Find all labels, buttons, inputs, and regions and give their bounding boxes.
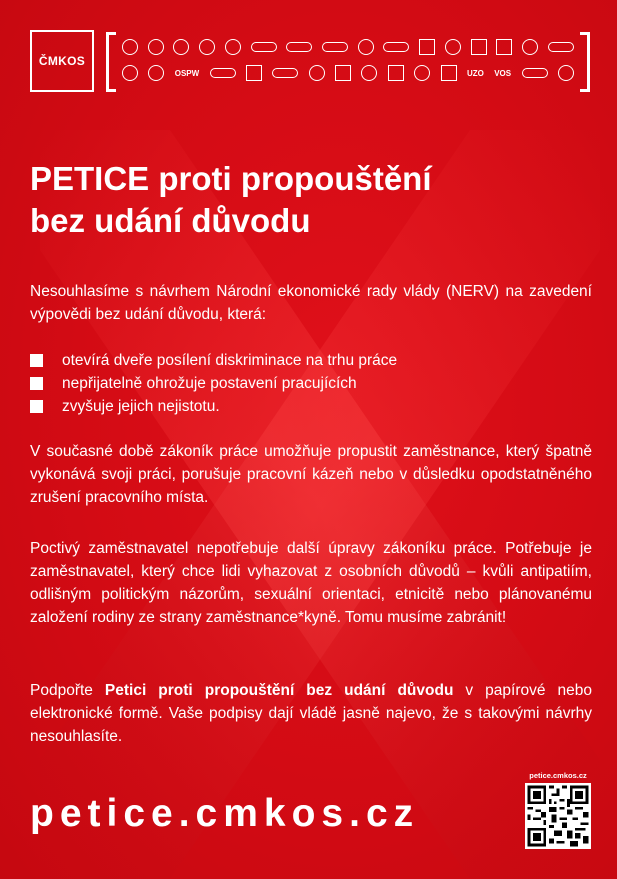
- left-bracket: [106, 32, 116, 92]
- page-title: [30, 158, 590, 242]
- intro-paragraph: Nesouhlasíme s návrhem Národní ekonomické rady vlády (NERV) na zavedení výpovědi bez udání důvodu, která:: [30, 283, 592, 323]
- union-logo-icon: [414, 65, 430, 81]
- union-logo-icon: [148, 65, 164, 81]
- union-logo-icon: [322, 42, 348, 52]
- union-logo-icon: [361, 65, 377, 81]
- list-item: [30, 395, 397, 418]
- title-line-2: bez udání důvodu: [30, 202, 311, 239]
- list-item-text: otevírá dveře posílení diskriminace na trhu práce: [62, 352, 398, 369]
- union-logo-icon: [309, 65, 325, 81]
- union-logo-icon: [251, 42, 277, 52]
- qr-code[interactable]: [525, 783, 591, 849]
- petition-url[interactable]: petice.cmkos.cz: [30, 792, 420, 835]
- list-item-text: zvyšuje jejich nejistotu.: [62, 398, 220, 415]
- union-logo-icon: [272, 68, 298, 78]
- list-item: [30, 349, 397, 372]
- bullet-list: [30, 349, 397, 418]
- union-logos-row-1: [122, 34, 574, 60]
- title-line-1: PETICE proti propouštění: [30, 160, 432, 197]
- union-logo-icon: [388, 65, 404, 81]
- current-law-paragraph: V současné době zákoník práce umožňuje propustit zaměstnance, který špatně vykonává svoji práci, porušuje pracovní kázeň nebo v důsledku opodstatněného zrušení pracovního místa.: [30, 443, 592, 506]
- cta-text-before: Podpořte: [30, 682, 105, 699]
- union-logo-icon: [522, 39, 538, 55]
- call-to-action-paragraph: [30, 679, 592, 748]
- union-logo-icon: [548, 42, 574, 52]
- union-logo-icon: [471, 39, 487, 55]
- union-logo-icon: [122, 65, 138, 81]
- union-logo-ospw: OSPW: [174, 68, 200, 78]
- cta-text-bold: Petici proti propouštění bez udání důvodu: [104, 682, 454, 699]
- cmkos-logo: [30, 30, 94, 92]
- square-bullet-icon: [30, 354, 43, 367]
- qr-code-label: petice.cmkos.cz: [529, 771, 587, 780]
- union-logo-icon: [122, 39, 138, 55]
- union-logo-icon: [496, 39, 512, 55]
- union-logo-icon: [383, 42, 409, 52]
- cmkos-logo-text: ČMKOS: [38, 54, 86, 68]
- list-item-text: nepřijatelně ohrožuje postavení pracujících: [62, 375, 357, 392]
- cta-text-after: v papírové nebo elektronické formě. Vaše podpisy dají vládě jasně najevo, že s takovými návrhy nesouhlasíte.: [30, 682, 592, 745]
- member-unions-logos: [122, 34, 574, 90]
- union-logo-icon: [522, 68, 548, 78]
- employer-paragraph: Poctivý zaměstnavatel nepotřebuje další úpravy zákoníku práce. Potřebuje je zaměstnavatel, který chce lidi vyhazovat z osobních důvodů – kvůli antipatiím, odlišným politickým názorům, sexuální orientaci, etnicitě nebo plánovanému založení rodiny ze strany zaměstnance*kyně. Tomu musíme zabránit!: [30, 540, 592, 626]
- union-logo-vos: VOS: [494, 68, 512, 78]
- union-logo-icon: [445, 39, 461, 55]
- right-bracket: [580, 32, 590, 92]
- union-logo-uzo: UZO: [466, 68, 484, 78]
- union-logo-icon: [246, 65, 262, 81]
- union-logo-icon: [419, 39, 435, 55]
- square-bullet-icon: [30, 377, 43, 390]
- union-logo-icon: [358, 39, 374, 55]
- union-logos-row-2: [122, 60, 574, 86]
- union-logo-icon: [225, 39, 241, 55]
- union-logo-icon: [335, 65, 351, 81]
- union-logo-icon: [173, 39, 189, 55]
- square-bullet-icon: [30, 400, 43, 413]
- union-logo-icon: [148, 39, 164, 55]
- union-logo-icon: [441, 65, 457, 81]
- list-item: [30, 372, 397, 395]
- union-logo-icon: [210, 68, 236, 78]
- union-logo-icon: [286, 42, 312, 52]
- union-logo-icon: [558, 65, 574, 81]
- union-logo-icon: [199, 39, 215, 55]
